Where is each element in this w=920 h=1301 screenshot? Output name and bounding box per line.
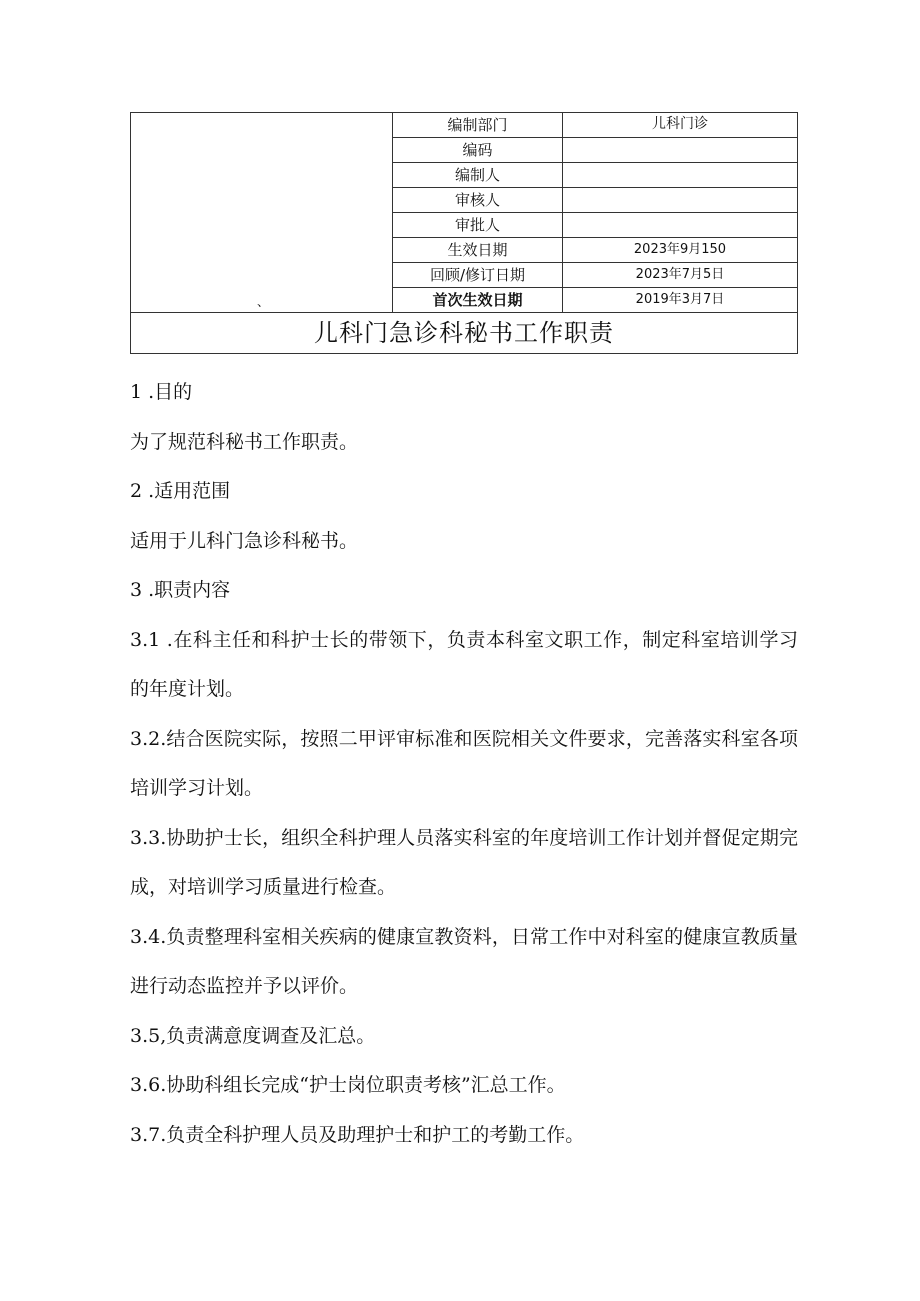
duty-item-3-1: 3.1 .在科主任和科护士长的带领下，负责本科室文职工作，制定科室培训学习的年度计划。 (130, 628, 798, 700)
label-effective-date: 生效日期 (393, 238, 563, 263)
duty-item-3-4: 3.4.负责整理科室相关疾病的健康宣教资料，日常工作中对科室的健康宣教质量进行动态监控并予以评价。 (130, 925, 798, 997)
section-2-text: 适用于儿科门急诊科秘书。 (130, 529, 359, 552)
header-row-department (131, 113, 798, 138)
section-2-heading: 2 .适用范围 (130, 480, 231, 502)
document-header-table (130, 112, 798, 354)
value-reviewer (563, 188, 798, 213)
label-code: 编码 (393, 138, 563, 163)
value-effective-date: 2023年9月150 (563, 238, 798, 263)
duty-item-3-6: 3.6.协助科组长完成“护士岗位职责考核”汇总工作。 (130, 1074, 566, 1096)
duty-item-3-5: 3.5,负责满意度调查及汇总。 (130, 1024, 376, 1047)
value-revision-date: 2023年7月5日 (563, 263, 798, 288)
value-approver (563, 213, 798, 238)
duty-item-3-7: 3.7.负责全科护理人员及助理护士和护工的考勤工作。 (130, 1123, 585, 1146)
label-approver: 审批人 (393, 213, 563, 238)
label-first-effective-date: 首次生效日期 (393, 288, 563, 313)
value-department: 儿科门诊 (563, 113, 798, 138)
value-author (563, 163, 798, 188)
label-reviewer: 审核人 (393, 188, 563, 213)
document-title: 儿科门急诊科秘书工作职责 (131, 313, 798, 354)
label-revision-date: 回顾/修订日期 (393, 263, 563, 288)
logo-area (131, 113, 393, 313)
duty-item-3-2: 3.2.结合医院实际，按照二甲评审标准和医院相关文件要求，完善落实科室各项培训学习计划。 (130, 727, 798, 799)
duty-item-3-3: 3.3.协助护士长，组织全科护理人员落实科室的年度培训工作计划并督促定期完成，对培训学习质量进行检查。 (130, 826, 798, 898)
section-1-text: 为了规范科秘书工作职责。 (130, 430, 359, 453)
section-3-heading: 3 .职责内容 (130, 579, 231, 601)
value-code (563, 138, 798, 163)
logo-mark: 、 (257, 295, 270, 309)
header-row-title (131, 313, 798, 354)
section-1-heading: 1 .目的 (130, 381, 193, 403)
value-first-effective-date: 2019年3月7日 (563, 288, 798, 313)
document-body (130, 368, 798, 1160)
label-author: 编制人 (393, 163, 563, 188)
label-department: 编制部门 (393, 113, 563, 138)
